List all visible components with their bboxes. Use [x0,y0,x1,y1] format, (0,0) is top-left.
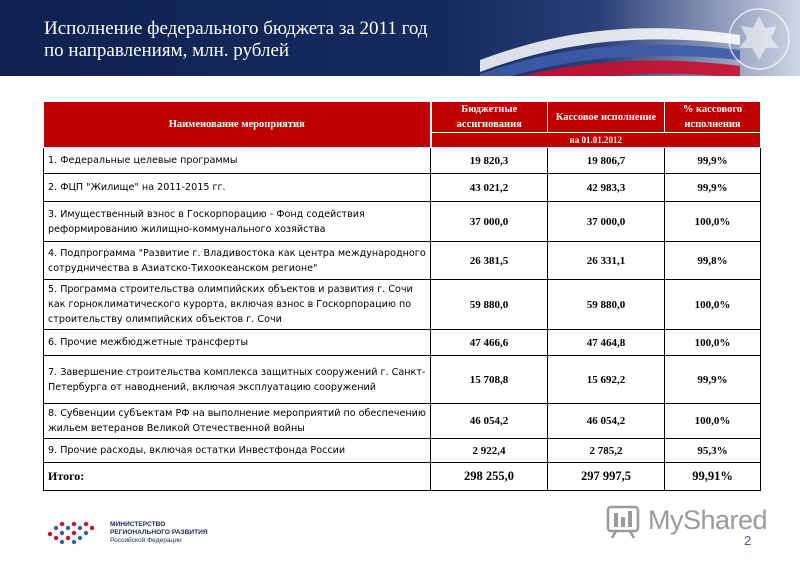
row-cash: 19 806,7 [548,148,665,174]
row-percent: 99,9% [665,174,761,202]
total-budget: 298 255,0 [431,463,548,491]
budget-table [43,101,761,491]
row-percent: 99,8% [665,242,761,280]
row-percent: 100,0% [665,330,761,356]
row-percent: 100,0% [665,280,761,330]
total-cash: 297 997,5 [548,463,665,491]
row-budget: 37 000,0 [431,202,548,242]
table-row [44,242,761,280]
row-name: 2. ФЦП "Жилище" на 2011-2015 гг. [44,174,431,202]
row-budget: 19 820,3 [431,148,548,174]
row-name: 1. Федеральные целевые программы [44,148,431,174]
row-name: 5. Программа строительства олимпийских объектов и развития г. Сочи как горноклиматического курорта, включая взнос в Госкорпорацию по строительству олимпийских объектов г. Сочи [44,280,431,330]
header-percent: % кассового исполнения [665,102,761,133]
row-name: 6. Прочие межбюджетные трансферты [44,330,431,356]
row-budget: 46 054,2 [431,404,548,439]
total-percent: 99,91% [665,463,761,491]
table-row [44,439,761,463]
row-name: 3. Имущественный взнос в Госкорпорацию - Фонд содействия реформированию жилищно-коммунального хозяйства [44,202,431,242]
row-cash: 37 000,0 [548,202,665,242]
row-cash: 26 331,1 [548,242,665,280]
total-label: Итого: [44,463,431,491]
header-cash: Кассовое исполнение [548,102,665,133]
ministry-name [110,521,208,545]
ministry-line-2: РЕГИОНАЛЬНОГО РАЗВИТИЯ [110,529,208,536]
header-budget: Бюджетные ассигнования [431,102,548,133]
row-percent: 99,9% [665,148,761,174]
row-cash: 42 983,3 [548,174,665,202]
row-budget: 47 466,6 [431,330,548,356]
table-total-row [44,463,761,491]
header-name: Наименование мероприятия [44,102,431,148]
table-row [44,356,761,404]
table-row [44,174,761,202]
row-name: 8. Субвенции субъектам РФ на выполнение мероприятий по обеспечению жильем ветеранов Великой Отечественной войны [44,404,431,439]
row-percent: 99,9% [665,356,761,404]
ministry-line-3: Российской Федерации [110,537,182,544]
header-date: на 01.01.2012 [431,133,761,148]
row-cash: 15 692,2 [548,356,665,404]
page-number: 2 [744,533,752,548]
row-percent: 100,0% [665,202,761,242]
row-cash: 47 464,8 [548,330,665,356]
row-budget: 59 880,0 [431,280,548,330]
row-percent: 100,0% [665,404,761,439]
header-banner [0,0,800,76]
row-budget: 26 381,5 [431,242,548,280]
row-cash: 59 880,0 [548,280,665,330]
title-line-1: Исполнение федерального бюджета за 2011 год [44,18,428,39]
table-row [44,404,761,439]
ministry-logo-icon [42,516,102,548]
row-cash: 46 054,2 [548,404,665,439]
row-name: 7. Завершение строительства комплекса защитных сооружений г. Санкт-Петербурга от наводнений, включая эксплуатацию сооружений [44,356,431,404]
budget-table-container [43,101,760,491]
page-title [44,18,428,62]
row-budget: 15 708,8 [431,356,548,404]
title-line-2: по направлениям, млн. рублей [44,40,290,61]
row-name: 9. Прочие расходы, включая остатки Инвестфонда России [44,439,431,463]
flag-stripes-decoration [480,0,740,76]
ministry-line-1: МИНИСТЕРСТВО [110,521,166,528]
row-budget: 2 922,4 [431,439,548,463]
table-row [44,148,761,174]
row-cash: 2 785,2 [548,439,665,463]
table-row [44,330,761,356]
table-row [44,202,761,242]
table-row [44,280,761,330]
watermark-text: MyShared [648,505,768,535]
row-name: 4. Подпрограмма "Развитие г. Владивостока как центра международного сотрудничества в Азиатско-Тихоокеанском регионе" [44,242,431,280]
row-budget: 43 021,2 [431,174,548,202]
state-emblem-icon [724,4,794,74]
row-percent: 95,3% [665,439,761,463]
